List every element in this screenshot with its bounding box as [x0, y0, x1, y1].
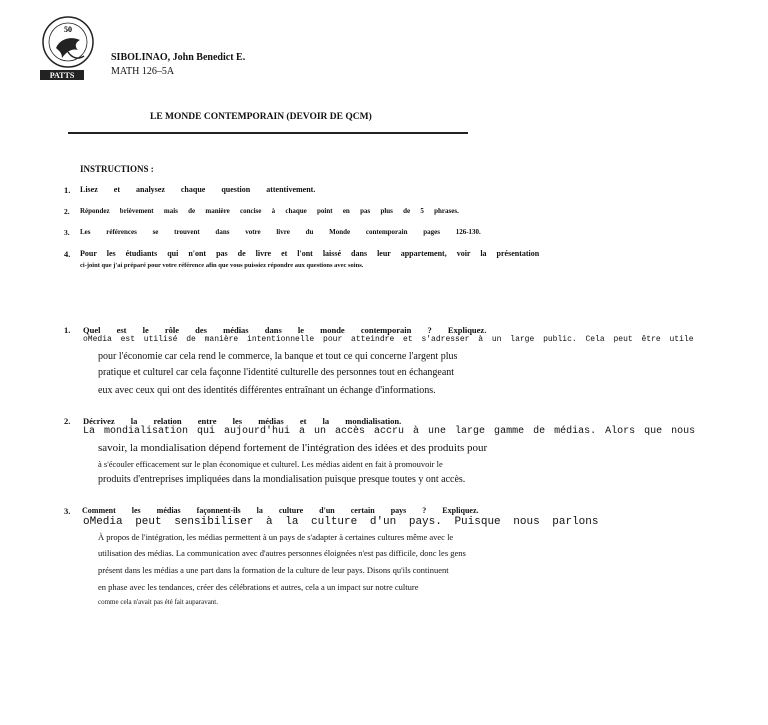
answer-line: produits d'entreprises impliquées dans la mondialisation puisque presque toutes y ont accès. [98, 474, 466, 485]
answer-line: en phase avec les tendances, créer des célébrations et autres, cela a un impact sur notre culture [98, 582, 419, 592]
instruction-number: 4. [64, 249, 71, 259]
answer-line: présent dans les médias a une part dans la formation de la culture de leur pays. Disons qu'ils continuent [98, 565, 449, 575]
question-text: Quel est le rôle des médias dans le monde contemporain ? Expliquez. [83, 325, 487, 335]
logo-label: PATTS [49, 71, 75, 80]
title-divider [68, 132, 468, 134]
instruction-text: Lisez et analysez chaque question attentivement. [80, 185, 316, 194]
instruction-text: Les références se trouvent dans votre livre du Monde contemporain pages 126-130. [80, 228, 481, 236]
answer-line: oMedia est utilisé de manière intentionnelle pour atteindre et s'adresser à un large public. Cela peut être utile [83, 335, 694, 344]
answer-line: pour l'économie car cela rend le commerce, la banque et tout ce qui concerne l'argent plus [98, 351, 458, 362]
course-code: MATH 126–5A [111, 66, 175, 77]
answer-line: comme cela n'avait pas été fait auparavant. [98, 598, 219, 606]
answer-line: La mondialisation qui aujourd'hui a un accès accru à une large gamme de médias. Alors que nous [83, 426, 696, 437]
answer-line: eux avec ceux qui ont des identités différentes entraînant un échange d'informations. [98, 385, 436, 396]
school-seal-logo [38, 12, 104, 88]
question-number: 3. [64, 506, 71, 516]
page-title: LE MONDE CONTEMPORAIN (DEVOIR DE QCM) [150, 112, 372, 122]
answer-line: À propos de l'intégration, les médias permettent à un pays de s'adapter à certaines cultures même avec le [98, 532, 454, 542]
instruction-continuation: ci-joint que j'ai préparé pour votre référence afin que vous puissiez répondre aux questions avec soins. [80, 262, 364, 269]
question-number: 1. [64, 325, 71, 335]
answer-line: utilisation des médias. La communication avec d'autres personnes éloignées n'est pas difficile, donc les gens [98, 548, 466, 558]
svg-text:50: 50 [64, 25, 72, 34]
question-text: Décrivez la relation entre les médias et la mondialisation. [83, 416, 402, 426]
instruction-number: 3. [64, 228, 70, 237]
answer-line: oMedia peut sensibiliser à la culture d'un pays. Puisque nous parlons [83, 516, 599, 528]
question-number: 2. [64, 416, 71, 426]
student-name: SIBOLINAO, John Benedict E. [111, 52, 246, 63]
answer-line: à s'écouler efficacement sur le plan économique et culturel. Les médias aident en fait à promouvoir le [98, 459, 443, 469]
instruction-text: Pour les étudiants qui n'ont pas de livre et l'ont laissé dans leur appartement, voir la présentation [80, 249, 540, 258]
answer-line: savoir, la mondialisation dépend fortement de l'intégration des idées et des produits pour [98, 442, 488, 454]
instruction-item [80, 185, 316, 194]
instruction-text: Répondez brièvement mais de manière concise à chaque point en pas plus de 5 phrases. [80, 207, 459, 215]
instructions-heading: INSTRUCTIONS : [80, 164, 154, 174]
instruction-number: 1. [64, 185, 71, 195]
answer-line: pratique et culturel car cela façonne l'identité culturelle des personnes tout en échangeant [98, 367, 455, 378]
question-text: Comment les médias façonnent-ils la culture d'un certain pays ? Expliquez. [82, 506, 479, 515]
instruction-number: 2. [64, 207, 70, 216]
